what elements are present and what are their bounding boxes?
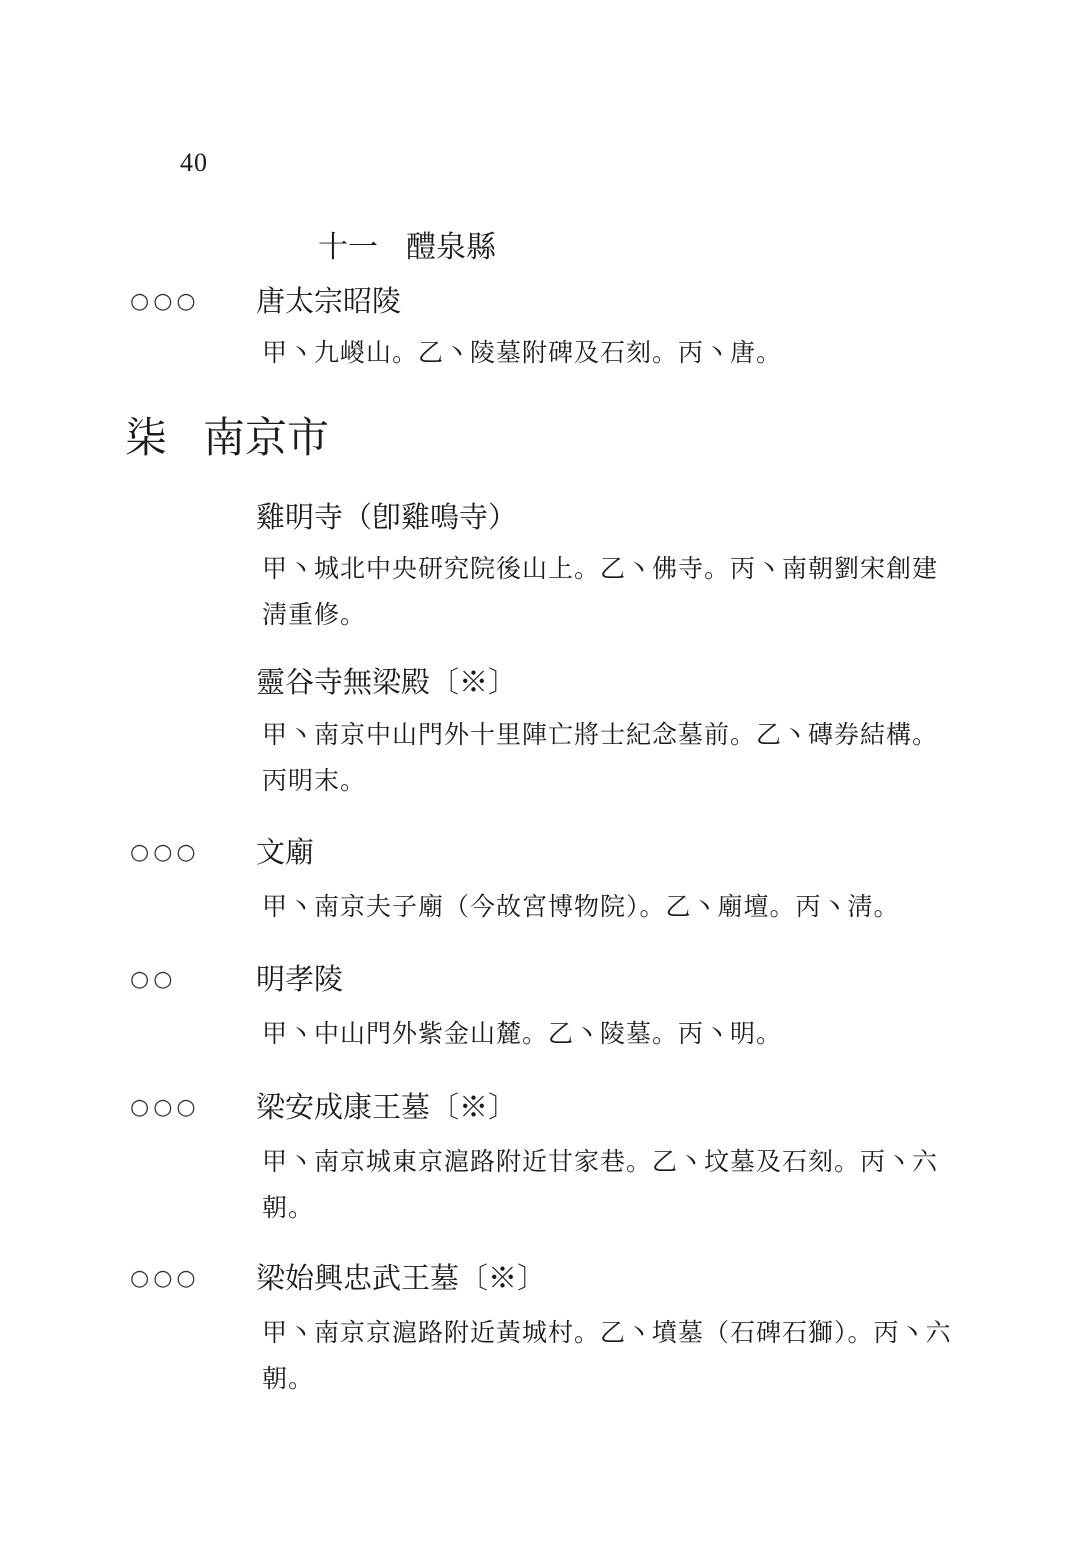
entry-title: 明孝陵 [256,962,344,996]
entry-detail: 甲丶南京京滬路附近黃城村。乙丶墳墓（石碑石獅）。丙丶六朝。 [262,1318,952,1393]
rating-marker: ○○ [130,967,177,992]
entry-detail: 甲丶南京夫子廟（今故宮博物院）。乙丶廟壇。丙丶淸。 [262,892,900,921]
entry-detail: 甲丶九嵕山。乙丶陵墓附碑及石刻。丙丶唐。 [262,338,783,367]
entry-title: 梁始興忠武王墓〔※〕 [256,1261,547,1295]
rating-marker: ○○○ [130,1095,200,1120]
entry-title: 靈谷寺無梁殿〔※〕 [256,665,518,699]
subsection-heading [318,222,496,266]
section-title: 南京市 [203,413,330,462]
section-number: 柒 [125,413,168,462]
entry-title: 梁安成康王墓〔※〕 [256,1090,518,1124]
entry-title: 雞明寺（卽雞鳴寺） [256,500,518,534]
subsection-number: 十一 [318,230,378,265]
entry-title: 文廟 [256,835,315,869]
subsection-title: 醴泉縣 [406,230,496,265]
entry-title: 唐太宗昭陵 [256,284,402,318]
rating-marker: ○○○ [130,289,200,314]
entry-detail: 甲丶中山門外紫金山麓。乙丶陵墓。丙丶明。 [262,1019,783,1048]
page-number: 40 [180,148,208,177]
rating-marker: ○○○ [130,840,200,865]
entry-detail: 甲丶城北中央研究院後山上。乙丶佛寺。丙丶南朝劉宋創建淸重修。 [262,554,939,629]
entry-detail: 甲丶南京城東京滬路附近甘家巷。乙丶坟墓及石刻。丙丶六朝。 [262,1147,939,1222]
section-heading [125,405,329,465]
rating-marker: ○○○ [130,1266,200,1291]
entry-detail: 甲丶南京中山門外十里陣亡將士紀念墓前。乙丶磚券結構。丙明末。 [262,720,939,795]
